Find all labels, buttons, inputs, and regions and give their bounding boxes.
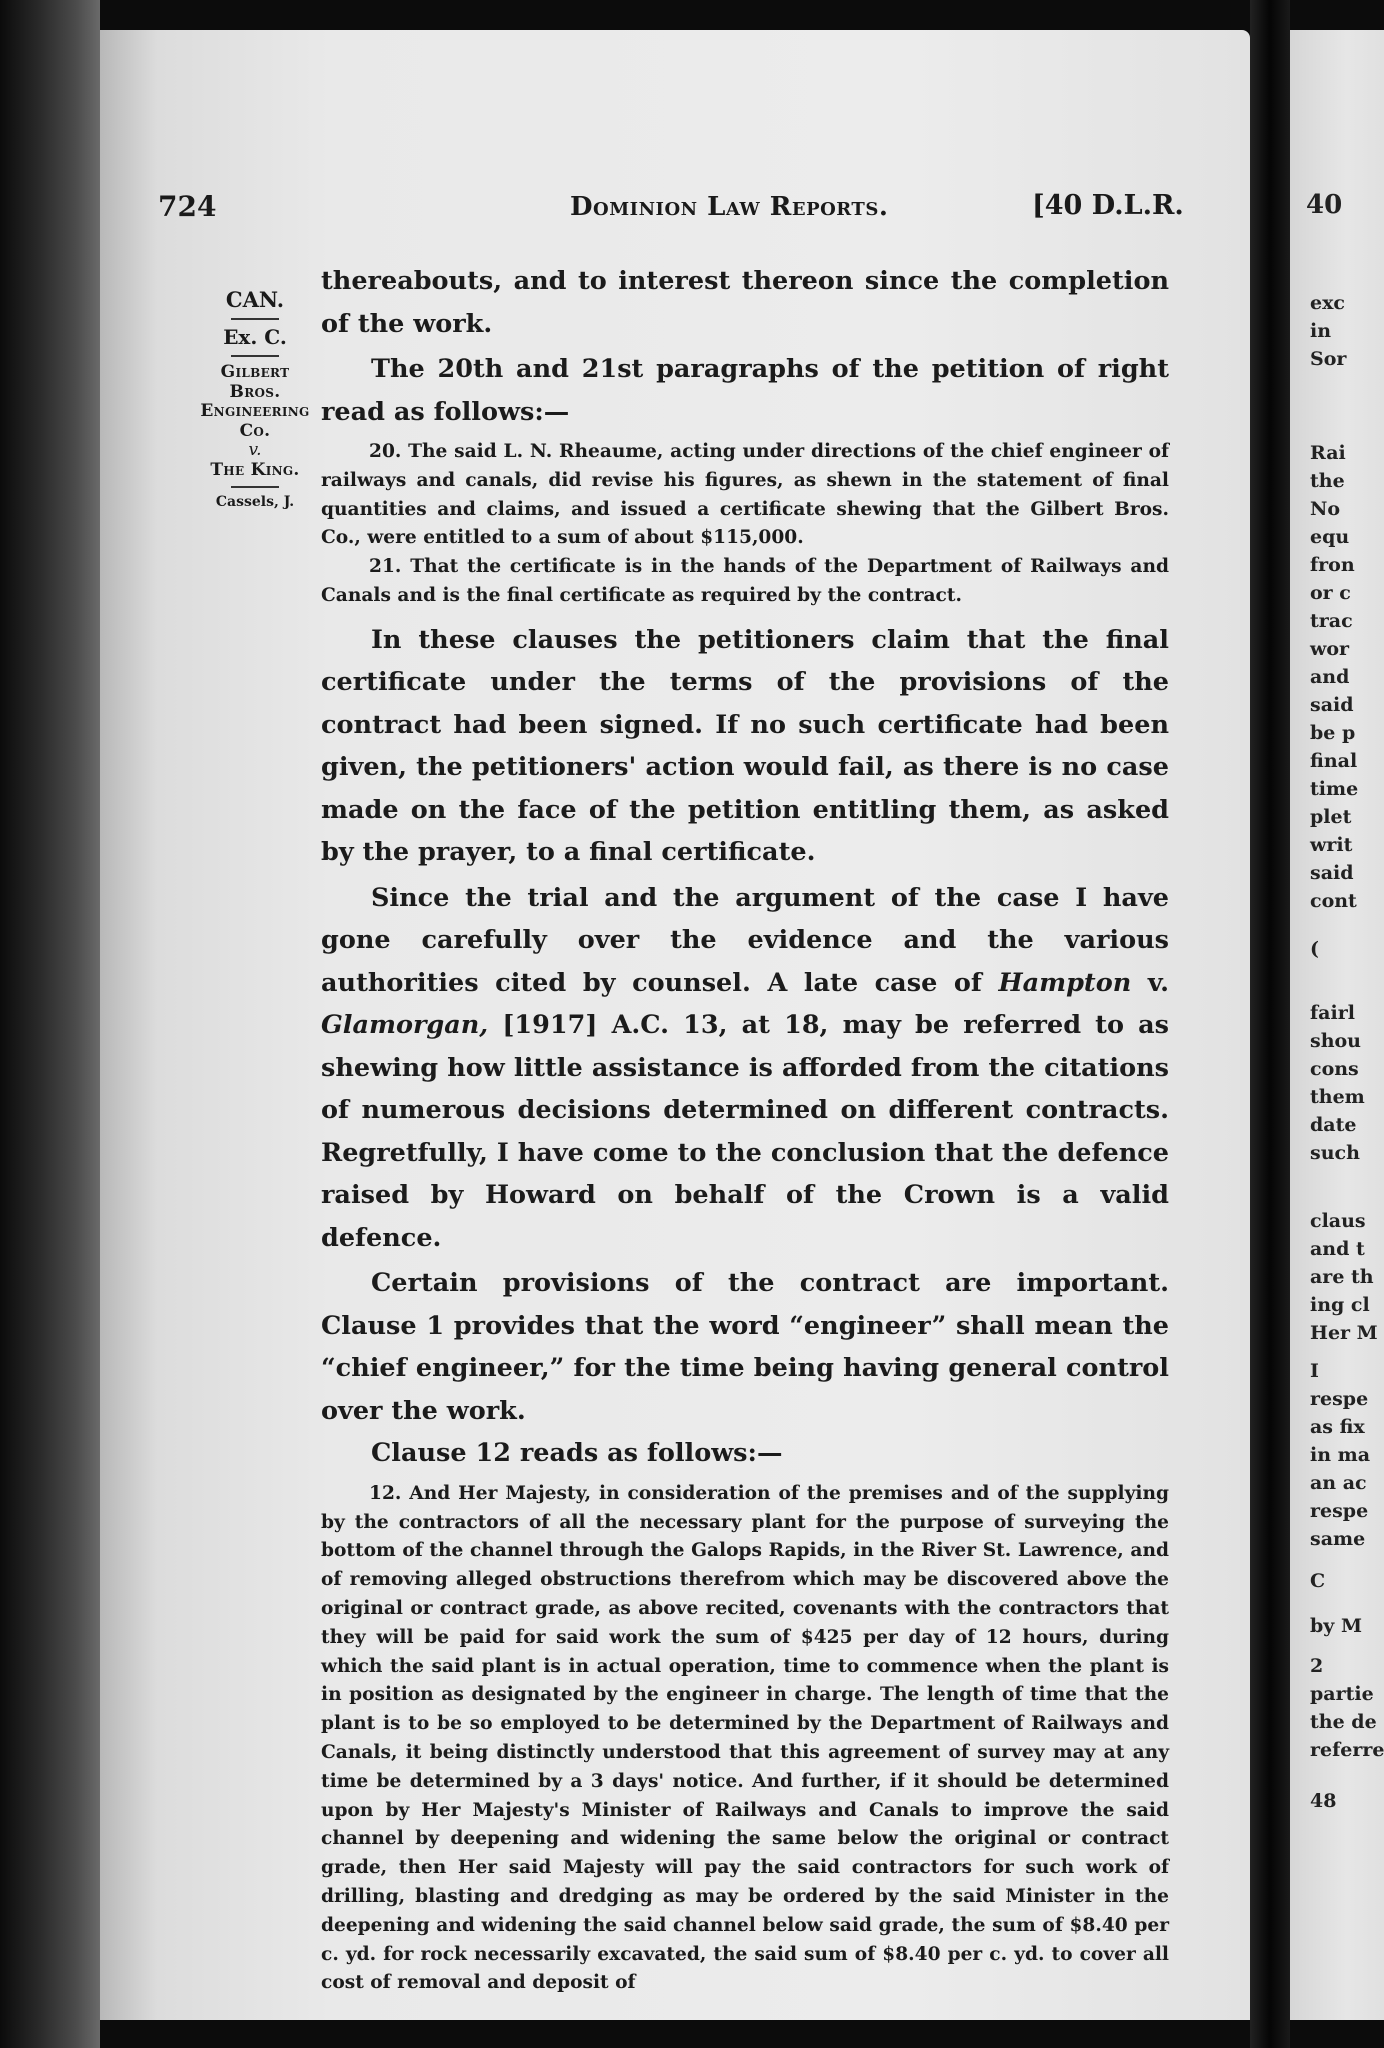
facing-page-fragment: by M xyxy=(1310,1615,1362,1637)
quoted-paragraph: 21. That the certificate is in the hands of the Department of Railways and Canals and is the final certificate as required by the contract. xyxy=(321,556,1169,606)
party-one-line: Gilbert xyxy=(220,362,290,383)
facing-page-fragment: and xyxy=(1310,666,1350,688)
facing-page-fragment: cons xyxy=(1310,1058,1359,1080)
facing-page-fragment: an ac xyxy=(1310,1472,1367,1494)
quoted-paragraph: 20. The said L. N. Rheaume, acting under directions of the chief engineer of railways and canals, did revise his figures, as shewn in the statement of final quantities and claims, and issued a certificate shewing that the Gilbert Bros. Co., were entitled to a sum of about $115,000. xyxy=(321,441,1169,549)
facing-page-fragment: fairl xyxy=(1310,1002,1355,1024)
book-gutter xyxy=(1250,0,1290,2048)
facing-page-fragment: cont xyxy=(1310,890,1357,912)
facing-page-fragment: C xyxy=(1310,1570,1326,1592)
facing-page-fragment: fron xyxy=(1310,554,1355,576)
facing-page-fragment: or c xyxy=(1310,582,1351,604)
side-note-divider xyxy=(231,486,279,488)
facing-page-fragment: trac xyxy=(1310,610,1353,632)
facing-page-fragment: ing cl xyxy=(1310,1294,1370,1316)
facing-page-fragment: shou xyxy=(1310,1030,1361,1052)
book-spine xyxy=(0,0,100,2048)
text-run: [1917] A.C. 13, at 18, may be referred to as shewing how little assistance is afforded from the citations of numerous decisions determined on different contracts. Regretfully, I have come to the conclusion that the defence raised by Howard on behalf of the Crown is a valid defence. xyxy=(321,1010,1169,1253)
paragraph: thereabouts, and to interest thereon since the completion of the work. xyxy=(321,266,1169,339)
facing-page-fragment: 48 xyxy=(1310,1790,1337,1812)
court-label: CAN. xyxy=(225,287,285,312)
text-run: v. xyxy=(1131,967,1169,998)
facing-page-fragment: in xyxy=(1310,320,1332,342)
facing-page-fragment: the xyxy=(1310,470,1345,492)
facing-page-fragment: writ xyxy=(1310,834,1353,856)
facing-page-fragment: claus xyxy=(1310,1210,1366,1232)
facing-page-fragment: as fix xyxy=(1310,1416,1365,1438)
page-number: 724 xyxy=(158,190,217,223)
facing-page-fragment: and t xyxy=(1310,1238,1365,1260)
facing-page-fragment: 2 xyxy=(1310,1655,1324,1677)
facing-page-fragment: such xyxy=(1310,1142,1360,1164)
case-name: Glamorgan, xyxy=(321,1010,489,1041)
quoted-paragraph: 12. And Her Majesty, in consideration of the premises and of the supplying by the contractors of all the necessary plant for the purpose of surveying the bottom of the channel through the Galops Rapids, in the River St. Lawrence, and of removing alleged obstructions therefrom which may be discovered above the original or contract grade, as above recited, covenants with the contractors that they will be paid for said work the sum of $425 per day of 12 hours, during which the said plant is in actual operation, time to commence when the plant is in position as designated by the engineer in charge. The length of time that the plant is to be so employed to be determined by the Department of Railways and Canals, it being distinctly understood that this agreement of survey may at any time be determined by a 3 days' notice. And further, if it should be determined upon by Her Majesty's Minister of Railways and Canals to improve the said channel by deepening and widening the same below the original or contract grade, then Her said Majesty will pay the said contractors for such work of drilling, blasting and dredging as may be ordered by the said Minister in the deepening and widening the said channel below said grade, the sum of $8.40 per c. yd. for rock necessarily excavated, the said sum of $8.40 per c. yd. to cover all cost of removal and deposit of xyxy=(321,1482,1169,1994)
party-one-line: Co. xyxy=(239,420,271,441)
facing-page-fragment: exc xyxy=(1310,292,1345,314)
judge-name: Cassels, J. xyxy=(215,494,295,511)
facing-page-edge xyxy=(1290,30,1384,2020)
paragraph: Certain provisions of the contract are important. Clause 1 provides that the word “engineer” shall mean the “chief engineer,” for the time being having general control over the work. xyxy=(321,1268,1169,1426)
facing-page-fragment: same xyxy=(1310,1528,1366,1550)
paragraph: The 20th and 21st paragraphs of the petition of right read as follows:— xyxy=(321,354,1169,427)
facing-page-fragment: referre xyxy=(1310,1739,1384,1761)
facing-page-fragment: the de xyxy=(1310,1711,1377,1733)
facing-page-fragment: be p xyxy=(1310,722,1356,744)
case-name: Hampton xyxy=(998,967,1132,998)
facing-page-fragment: I xyxy=(1310,1360,1319,1382)
paragraph: Clause 12 reads as follows:— xyxy=(371,1438,783,1469)
facing-page-fragment: Her M xyxy=(1310,1322,1378,1344)
facing-page-fragment: date xyxy=(1310,1114,1357,1136)
facing-page-fragment: said xyxy=(1310,862,1354,884)
facing-page-fragment: them xyxy=(1310,1086,1365,1108)
facing-page-fragment: wor xyxy=(1310,638,1350,660)
facing-page-fragment: said xyxy=(1310,694,1354,716)
facing-page-fragment: plet xyxy=(1310,806,1352,828)
facing-page-fragment: equ xyxy=(1310,526,1350,548)
facing-page-fragment: 40 xyxy=(1306,190,1343,220)
text-run: Since the trial and the argument of the case I have gone carefully over the evidence and the various authorities cited by counsel. A late case of xyxy=(321,882,1169,998)
court-sub-label: Ex. C. xyxy=(223,325,287,350)
facing-page-fragment: respe xyxy=(1310,1388,1369,1410)
facing-page-fragment: final xyxy=(1310,750,1358,772)
body-text xyxy=(321,260,1169,1998)
paragraph xyxy=(321,877,1169,1260)
facing-page-fragment: No xyxy=(1310,498,1341,520)
party-two: The King. xyxy=(210,459,300,480)
versus-label: v. xyxy=(248,440,262,461)
side-note-divider xyxy=(231,355,279,357)
facing-page-fragment: are th xyxy=(1310,1266,1374,1288)
paragraph: In these clauses the petitioners claim that the final certificate under the terms of the provisions of the contract had been signed. If no such certificate had been given, the petitioners' action would fail, as there is no case made on the face of the petition entitling them, as asked by the prayer, to a final certificate. xyxy=(321,624,1169,868)
facing-page-fragment: time xyxy=(1310,778,1359,800)
facing-page-fragment: Rai xyxy=(1310,442,1346,464)
volume-reference: [40 D.L.R. xyxy=(1032,190,1184,221)
facing-page-fragment: respe xyxy=(1310,1500,1369,1522)
facing-page-fragment: in ma xyxy=(1310,1444,1371,1466)
facing-page-fragment: Sor xyxy=(1310,348,1347,370)
party-one-line: Bros. xyxy=(229,381,281,402)
party-one-line: Engineering xyxy=(200,401,310,422)
facing-page-fragment: ( xyxy=(1310,938,1319,960)
facing-page-fragment: partie xyxy=(1310,1683,1374,1705)
running-title: Dominion Law Reports. xyxy=(570,192,889,222)
side-note-divider xyxy=(231,318,279,320)
